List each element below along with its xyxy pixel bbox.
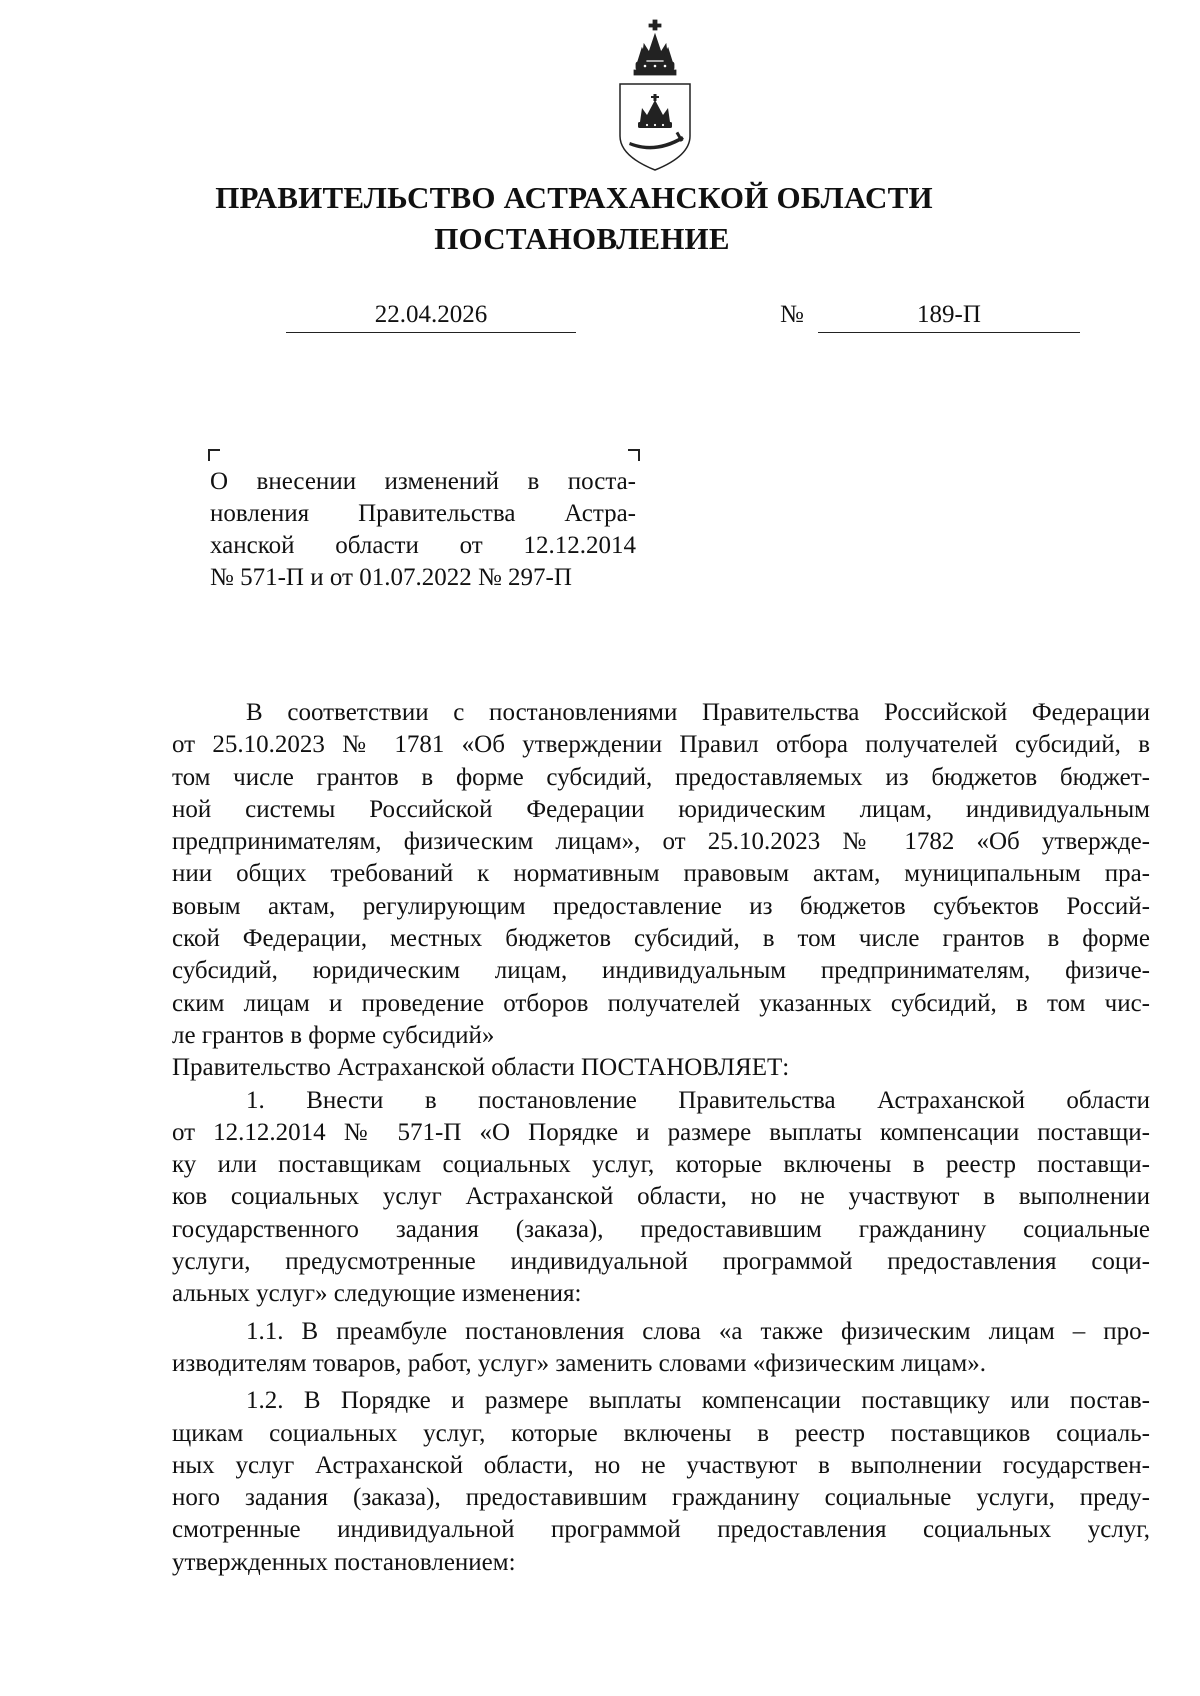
government-title: ПРАВИТЕЛЬСТВО АСТРАХАНСКОЙ ОБЛАСТИ: [215, 180, 933, 215]
body-line: альных услуг» следующие изменения:: [172, 1280, 582, 1308]
document-date: 22.04.2026: [286, 298, 576, 333]
document-body: [172, 697, 1150, 1579]
body-line: от 25.10.2023 № 1781 «Об утверждении Правил отбора получателей субсидий, в: [172, 731, 1150, 759]
body-line: ку или поставщикам социальных услуг, которые включены в реестр поставщи-: [172, 1151, 1150, 1179]
body-line: ного задания (заказа), предоставившим гражданину социальные услуги, преду-: [172, 1484, 1150, 1512]
subject-line: новления Правительства Астра-: [210, 500, 636, 527]
body-line: изводителям товаров, работ, услуг» заменить словами «физическим лицам».: [172, 1349, 986, 1377]
body-line: ле грантов в форме субсидий»: [172, 1021, 495, 1049]
body-line: субсидий, юридическим лицам, индивидуальным предпринимателям, физиче-: [172, 957, 1150, 985]
subject-bracket-right: [628, 449, 640, 461]
document-type-title: ПОСТАНОВЛЕНИЕ: [434, 221, 730, 256]
body-line: щикам социальных услуг, которые включены в реестр поставщиков социаль-: [172, 1419, 1150, 1447]
number-sign: №: [780, 301, 804, 328]
document-subject: [210, 466, 636, 594]
body-line: 1. Внести в постановление Правительства Астраханской области: [246, 1086, 1150, 1114]
body-line: 1.1. В преамбуле постановления слова «а также физическим лицам – про-: [246, 1317, 1150, 1345]
body-line: В соответствии с постановлениями Правительства Российской Федерации: [246, 699, 1150, 726]
subject-line: ханской области от 12.12.2014: [210, 532, 636, 559]
body-line: смотренные индивидуальной программой предоставления социальных услуг,: [172, 1516, 1150, 1544]
body-line: ской Федерации, местных бюджетов субсидий, в том числе грантов в форме: [172, 925, 1150, 953]
body-line: ским лицам и проведение отборов получателей указанных субсидий, в том чис-: [172, 989, 1150, 1017]
body-line: ных услуг Астраханской области, но не участвуют в выполнении государствен-: [172, 1451, 1150, 1479]
body-line: государственного задания (заказа), предоставившим гражданину социальные: [172, 1215, 1150, 1243]
body-line: 1.2. В Порядке и размере выплаты компенсации поставщику или постав-: [246, 1387, 1150, 1415]
subject-bracket-left: [208, 449, 220, 461]
body-line: том числе грантов в форме субсидий, предоставляемых из бюджетов бюджет-: [172, 763, 1150, 791]
body-line: утвержденных постановлением:: [172, 1548, 516, 1576]
body-line: предпринимателям, физическим лицам», от 25.10.2023 № 1782 «Об утвержде-: [172, 828, 1150, 856]
body-line: от 12.12.2014 № 571-П «О Порядке и размере выплаты компенсации поставщи-: [172, 1118, 1150, 1146]
subject-line: О внесении изменений в поста-: [210, 468, 636, 495]
subject-line: № 571-П и от 01.07.2022 № 297-П: [210, 564, 572, 591]
body-line: нии общих требований к нормативным правовым актам, муниципальным пра-: [172, 860, 1150, 888]
body-line: Правительство Астраханской области ПОСТАНОВЛЯЕТ:: [172, 1054, 790, 1082]
coat-of-arms-icon: [612, 18, 698, 172]
body-line: услуги, предусмотренные индивидуальной программой предоставления соци-: [172, 1248, 1150, 1276]
body-line: ков социальных услуг Астраханской области, но не участвуют в выполнении: [172, 1183, 1150, 1211]
coat-of-arms-emblem: [612, 18, 698, 172]
body-line: вовым актам, регулирующим предоставление из бюджетов субъектов Россий-: [172, 892, 1150, 920]
body-line: ной системы Российской Федерации юридическим лицам, индивидуальным: [172, 795, 1150, 823]
document-number: 189-П: [818, 298, 1080, 333]
